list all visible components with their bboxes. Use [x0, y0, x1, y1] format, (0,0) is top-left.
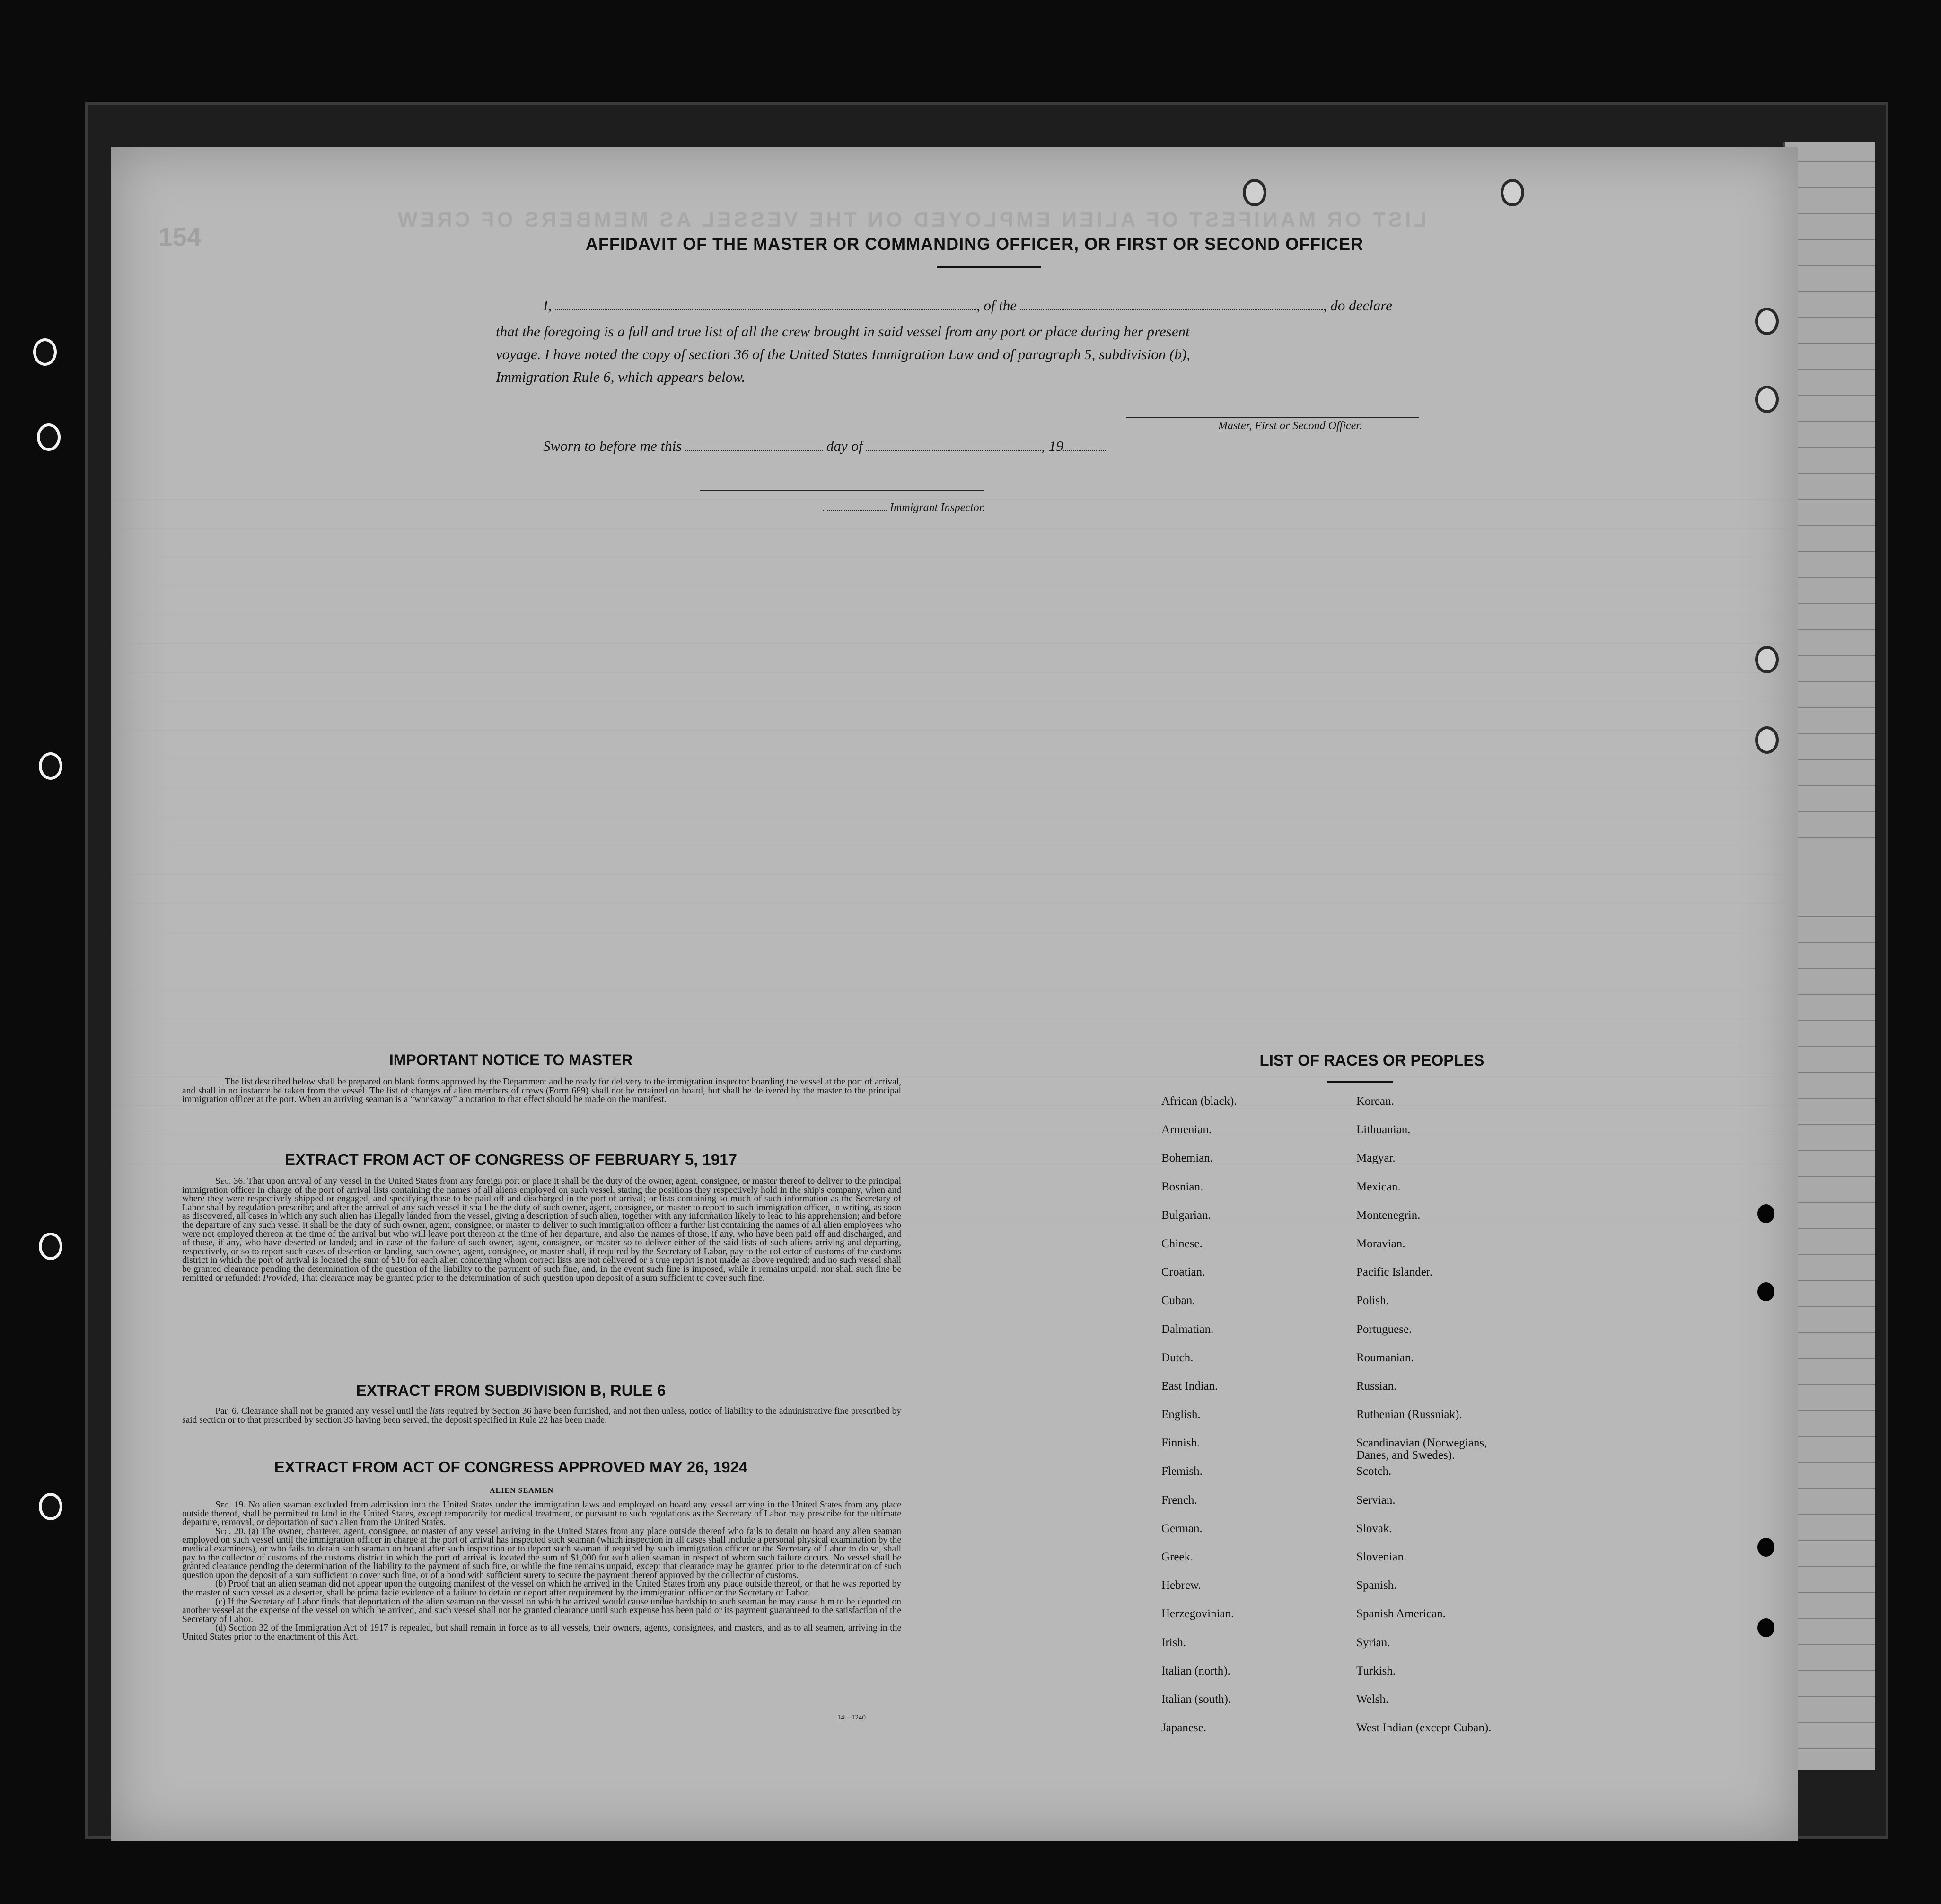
bleed-through-row [111, 701, 1798, 702]
ruled-line [1785, 968, 1875, 969]
race-item: Slovak. [1356, 1522, 1392, 1535]
affidavit-line-4: Immigration Rule 6, which appears below. [496, 369, 746, 385]
race-item: French. [1161, 1493, 1197, 1507]
affidavit-title: AFFIDAVIT OF THE MASTER OR COMMANDING OFFICER, OR FIRST OR SECOND OFFICER [585, 234, 1364, 254]
ruled-line [1785, 369, 1875, 370]
inspector-blank [823, 504, 887, 511]
extract-1924-text [182, 1501, 901, 1642]
bleed-through-row [111, 615, 1798, 616]
ruled-line [1785, 1306, 1875, 1307]
form-number: 14—1240 [837, 1714, 866, 1721]
bleed-through-row [111, 817, 1798, 818]
ruled-line [1785, 707, 1875, 708]
race-item: Roumanian. [1356, 1351, 1414, 1364]
race-item: Irish. [1161, 1636, 1186, 1649]
races-title: LIST OF RACES OR PEOPLES [1259, 1051, 1484, 1069]
race-item: African (black). [1161, 1095, 1237, 1108]
alien-seamen-subtitle: ALIEN SEAMEN [490, 1487, 554, 1495]
ruled-line [1785, 1020, 1875, 1021]
race-item: German. [1161, 1522, 1203, 1535]
year-blank [1063, 439, 1106, 451]
ruled-line [1785, 1332, 1875, 1333]
races-title-underline [1327, 1081, 1393, 1083]
page-number: 154 [158, 223, 202, 251]
sec-20-label: Sec. 20. [215, 1526, 246, 1536]
race-item: Polish. [1356, 1294, 1389, 1307]
ruled-line [1785, 733, 1875, 734]
ruled-line [1785, 1514, 1875, 1515]
ruled-line [1785, 1072, 1875, 1073]
bleed-through-row [111, 759, 1798, 760]
ruled-line [1785, 837, 1875, 838]
race-item: Moravian. [1356, 1237, 1405, 1250]
ruled-line [1785, 421, 1875, 422]
punch-hole [1243, 179, 1266, 206]
race-item: Bosnian. [1161, 1180, 1203, 1193]
title-underline [937, 266, 1041, 268]
bleed-through-row [111, 499, 1798, 500]
master-signature-label: Master, First or Second Officer. [1218, 420, 1362, 432]
ruled-line [1785, 1540, 1875, 1541]
ruled-line [1785, 785, 1875, 786]
month-blank [866, 439, 1041, 451]
sec-20-paragraph [182, 1527, 901, 1580]
ruled-line [1785, 1436, 1875, 1437]
vessel-name-blank [1020, 298, 1323, 310]
ruled-line [1785, 473, 1875, 474]
race-item: Italian (south). [1161, 1692, 1231, 1706]
bleed-through-row [111, 990, 1798, 991]
ruled-line [1785, 1618, 1875, 1619]
ruled-line [1785, 551, 1875, 552]
punch-hole [1755, 386, 1779, 413]
rule6-text-a: Par. 6. Clearance shall not be granted any vessel until the [215, 1406, 428, 1416]
bleed-through-row [111, 788, 1798, 789]
punch-hole [1501, 179, 1524, 206]
affidavit-declare: , do declare [1323, 297, 1392, 314]
ruled-line [1785, 1176, 1875, 1177]
race-item: Hebrew. [1161, 1579, 1201, 1592]
sworn-line [543, 438, 1106, 455]
day-of-label: day of [826, 438, 863, 454]
race-item: Cuban. [1161, 1294, 1195, 1307]
ruled-line [1785, 343, 1875, 344]
race-item: Dutch. [1161, 1351, 1194, 1364]
ruled-line [1785, 916, 1875, 917]
bleed-through-row [111, 874, 1798, 875]
bleed-through-row [111, 643, 1798, 644]
punch-hole [1755, 646, 1779, 673]
race-item: Croatian. [1161, 1266, 1205, 1279]
race-item: Servian. [1356, 1493, 1396, 1507]
bleed-through-row [111, 903, 1798, 904]
bleed-through-row [111, 730, 1798, 731]
ruled-line [1785, 1150, 1875, 1151]
race-item: Portuguese. [1356, 1322, 1412, 1336]
extract-rule6-title: EXTRACT FROM SUBDIVISION B, RULE 6 [356, 1382, 666, 1399]
ruled-line [1785, 1410, 1875, 1411]
affidavit-line-3: voyage. I have noted the copy of section 36 of the United States Immigration Law and of paragraph 5, subdivision (b), [496, 346, 1190, 362]
race-item: Montenegrin. [1356, 1208, 1421, 1222]
sec-36-text-b: That clearance may be granted prior to the determination of such question upon deposit of a sum sufficient to cover such fine. [300, 1273, 765, 1283]
race-item: Spanish. [1356, 1579, 1397, 1592]
ruled-line [1785, 1202, 1875, 1203]
race-item: West Indian (except Cuban). [1356, 1721, 1492, 1735]
ruled-line [1785, 499, 1875, 500]
ruled-line [1785, 1358, 1875, 1359]
binder-hole [39, 752, 62, 780]
ruled-line [1785, 577, 1875, 578]
punch-hole [1757, 1282, 1774, 1301]
sec-19-text: No alien seaman excluded from admission into the United States under the immigration laws and employed on board any vessel arriving in the United States from any place outside thereof, shall be permitted to land in the United States, except temporarily for medical treatment, or pursuant to such regulations as the Secretary of Labor may prescribe for the ultimate departure, removal, or deportation of such alien from the United States. [182, 1500, 901, 1528]
notice-title: IMPORTANT NOTICE TO MASTER [389, 1051, 633, 1068]
race-item: Armenian. [1161, 1123, 1212, 1137]
sec-19-paragraph [182, 1501, 901, 1527]
race-item: Welsh. [1356, 1692, 1389, 1706]
punch-hole [1757, 1538, 1774, 1557]
race-item: Italian (north). [1161, 1664, 1230, 1677]
ruled-line [1785, 811, 1875, 812]
ruled-line [1785, 681, 1875, 682]
ruled-line [1785, 265, 1875, 266]
ruled-line [1785, 1280, 1875, 1281]
race-item: Syrian. [1356, 1636, 1390, 1649]
races-right-column [1356, 1095, 1555, 1750]
ruled-line [1785, 1644, 1875, 1645]
ruled-line [1785, 1462, 1875, 1463]
race-item: Bulgarian. [1161, 1208, 1211, 1222]
race-item: Dalmatian. [1161, 1322, 1214, 1336]
bleed-through-row [111, 672, 1798, 673]
ruled-line [1785, 1228, 1875, 1229]
master-name-blank [555, 298, 976, 310]
ruled-line [1785, 213, 1875, 214]
bleed-through-row [111, 932, 1798, 933]
day-blank [685, 439, 823, 451]
extract-1924-title: EXTRACT FROM ACT OF CONGRESS APPROVED MAY 26, 1924 [274, 1458, 748, 1476]
punch-hole [1757, 1204, 1774, 1223]
ruled-line [1785, 1124, 1875, 1125]
ruled-line [1785, 1748, 1875, 1749]
ruled-line [1785, 395, 1875, 396]
ruled-line [1785, 317, 1875, 318]
year-label: , 19 [1041, 438, 1063, 454]
ruled-line [1785, 759, 1875, 760]
race-item: Korean. [1356, 1095, 1394, 1108]
ruled-line [1785, 187, 1875, 188]
ruled-line [1785, 525, 1875, 526]
ruled-line [1785, 942, 1875, 943]
ruled-line [1785, 1566, 1875, 1567]
bleed-through-row [111, 586, 1798, 587]
binder-hole [39, 1233, 62, 1260]
sworn-label: Sworn to before me this [543, 438, 682, 454]
provided-word: Provided, [263, 1273, 299, 1283]
ruled-line [1785, 447, 1875, 448]
sec-36-text-a: That upon arrival of any vessel in the United States from any foreign port or place it shall be the duty of the owner, agent, consignee, or master thereof to deliver to the principal immigration officer in charge of the port of arrival lists containing the names of all aliens employed on such vessel, stating the positions they respectively hold in the ship's company, when and where they were respectively shipped or engaged, and specifying those to be paid off and discharged in the port of arrival; or lists containing so much of such information as the Secretary of Labor shall by regulation prescribe; and after the arrival of any such vessel it shall be the duty of such owner, agent, consignee, or master to report to such immigration officer, in writing, as soon as discovered, all cases in which any such alien has illegally landed from the vessel, giving a description of such alien, together with any information likely to lead to his apprehension; and before the departure of any such vessel it shall be the duty of such owner, agent, consignee, or master to deliver to such immigration officer a further list containing the names of all alien employees who were not employed thereon at the time of the arrival but who will leave port thereon at the time of her departure, and also the names of those, if any, who have been paid off and discharged, and of those, if any, who have deserted or landed; and in case of the failure of such owner, agent, consignee, or master so to deliver either of the said lists of such aliens arriving and departing, respectively, or so to report such cases of desertion or landing, such owner, agent, consignee, or master shall, if required by the Secretary of Labor, pay to the collector of customs of the customs district in which the port of arrival is located the sum of $10 for each alien concerning whom correct lists are not delivered or a true report is not made as above required; and no such vessel shall be granted clearance pending the determination of the question of the liability to the payment of such fine, and, in the event such fine is imposed, while it remains unpaid; nor shall such fine be remitted or refunded: [182, 1176, 901, 1283]
race-item: Flemish. [1161, 1465, 1203, 1478]
race-item: Bohemian. [1161, 1152, 1213, 1165]
rule6-text-b: required by Section 36 have been furnished, and not then unless, notice of liability to the administrative fine prescribed by said section or to that prescribed by section 35 having been served, the deposit specified in Rule 22 has been made. [182, 1406, 902, 1425]
ruled-line [1785, 1670, 1875, 1671]
binder-hole [39, 1493, 62, 1520]
ruled-line [1785, 1098, 1875, 1099]
ruled-line [1785, 1696, 1875, 1697]
extract-1917-text [182, 1177, 901, 1283]
race-item: Scotch. [1356, 1465, 1392, 1478]
ruled-line [1785, 1592, 1875, 1593]
race-item: Pacific Islander. [1356, 1266, 1433, 1279]
bleed-through-heading: LIST OR MANIFEST OF ALIEN EMPLOYED ON THE VESSEL AS MEMBERS OF CREW [395, 208, 1427, 231]
sec-20c-paragraph: (c) If the Secretary of Labor finds that deportation of the alien seaman on the vessel on which he arrived would cause undue hardship to such seaman he may cause him to be deported on another vessel at the expense of the vessel on which he arrived, and such vessel shall not be granted clearance until such expense has been paid or its payment guaranteed to the satisfaction of the Secretary of Labor. [182, 1596, 901, 1624]
bleed-through-row [111, 528, 1798, 529]
bleed-through-row [111, 961, 1798, 962]
race-item: Japanese. [1161, 1721, 1207, 1735]
ruled-line [1785, 994, 1875, 995]
binder-hole [37, 423, 61, 451]
ruled-line [1785, 1046, 1875, 1047]
ruled-line [1785, 161, 1875, 162]
race-item: Russian. [1356, 1379, 1397, 1393]
ruled-line [1785, 1254, 1875, 1255]
rule6-paragraph [182, 1407, 901, 1425]
race-item: Slovenian. [1356, 1551, 1407, 1563]
ruled-line [1785, 629, 1875, 630]
sec-20d-paragraph: (d) Section 32 of the Immigration Act of 1917 is repealed, but shall remain in force as to all vessels, their owners, agents, consignees, and masters, and as to all seamen, arriving in the United States prior to the enactment of this Act. [182, 1623, 901, 1642]
race-item: Lithuanian. [1356, 1123, 1411, 1137]
sec-19-label: Sec. 19. [215, 1500, 246, 1510]
races-left-column [1161, 1095, 1360, 1750]
race-item: Chinese. [1161, 1237, 1203, 1250]
sec-36-paragraph [182, 1177, 901, 1283]
inspector-label-text: Immigrant Inspector. [890, 502, 985, 514]
ruled-line [1785, 1722, 1875, 1723]
ruled-line [1785, 603, 1875, 604]
binder-hole [33, 338, 57, 366]
extract-1917-title: EXTRACT FROM ACT OF CONGRESS OF FEBRUARY 5, 1917 [285, 1151, 737, 1168]
affidavit-line-2: that the foregoing is a full and true list of all the crew brought in said vessel from any port or place during her present [496, 323, 1190, 340]
race-item: Magyar. [1356, 1152, 1396, 1165]
affidavit-i: I, [543, 297, 552, 314]
affidavit-of-the: , of the [976, 297, 1017, 314]
punch-hole [1757, 1618, 1774, 1637]
race-item: Turkish. [1356, 1664, 1396, 1677]
ruled-line [1785, 239, 1875, 240]
race-item: Finnish. [1161, 1437, 1200, 1450]
inspector-label [823, 502, 985, 514]
race-item: Ruthenian (Russniak). [1356, 1408, 1462, 1421]
lists-word: lists [430, 1406, 445, 1416]
race-item: English. [1161, 1408, 1201, 1421]
sec-36-label: Sec. 36. [215, 1176, 246, 1186]
inspector-signature-line [700, 490, 984, 491]
race-item: Spanish American. [1356, 1607, 1446, 1621]
bleed-through-row [111, 557, 1798, 558]
races-list [1161, 1095, 1587, 1748]
notice-paragraph: The list described below shall be prepared on blank forms approved by the Department and be ready for delivery to the immigration inspector boarding the vessel at the port of arrival, and shall in no instance be taken from the vessel. The list of changes of alien members of crews (Form 689) shall not be retained on board, but shall be delivered by the master to the principal immigration officer at the port. When an arriving seaman is a “workaway” a notation to that effect should be made on the manifest. [182, 1077, 901, 1105]
race-item: East Indian. [1161, 1379, 1218, 1393]
extract-rule6-text [182, 1407, 901, 1425]
ruled-line [1785, 1384, 1875, 1385]
ruled-line [1785, 1488, 1875, 1489]
race-item: Mexican. [1356, 1180, 1401, 1193]
bleed-through-row [111, 1048, 1798, 1049]
ruled-line [1785, 655, 1875, 656]
bleed-through-row [111, 1019, 1798, 1020]
race-item: Scandinavian (Norwegians, Danes, and Swedes). [1356, 1437, 1487, 1462]
race-item: Greek. [1161, 1551, 1194, 1563]
affidavit-declare-line [543, 297, 1392, 314]
notice-text [182, 1078, 901, 1104]
master-signature-line [1126, 417, 1419, 418]
sec-20a-text: (a) The owner, charterer, agent, consignee, or master of any vessel arriving in the United States from any place outside thereof who fails to detain on board any alien seaman employed on such vessel until the immigration officer in charge at the port of arrival has inspected such seaman (which inspection in all cases shall include a personal physical examination by the medical examiners), or who fails to detain such seaman on board after such inspection or to deport such seaman if required by such immigration officer or the Secretary of Labor to do so, shall pay to the collector of customs of the customs district in which the port of arrival is located the sum of $1,000 for each alien seaman in respect of whom such failure occurs. No vessel shall be granted clearance pending the determination of the liability to the payment of such fine, or while the fine remains unpaid, except that clearance may be granted prior to the determination of such question upon the deposit of a sum sufficient to cover such fine, or of a bond with sufficient surety to secure the payment thereof approved by the collector of customs. [182, 1526, 901, 1580]
punch-hole [1755, 308, 1779, 335]
punch-hole [1755, 726, 1779, 754]
sec-20b-paragraph: (b) Proof that an alien seaman did not appear upon the outgoing manifest of the vessel on which he arrived in the United States from any place outside thereof, or that he was reported by the master of such vessel as a deserter, shall be prima facie evidence of a failure to detain or deport after requirement by the immigration officer or the Secretary of Labor. [182, 1579, 901, 1598]
ruled-line [1785, 291, 1875, 292]
race-item: Herzegovinian. [1161, 1607, 1234, 1621]
